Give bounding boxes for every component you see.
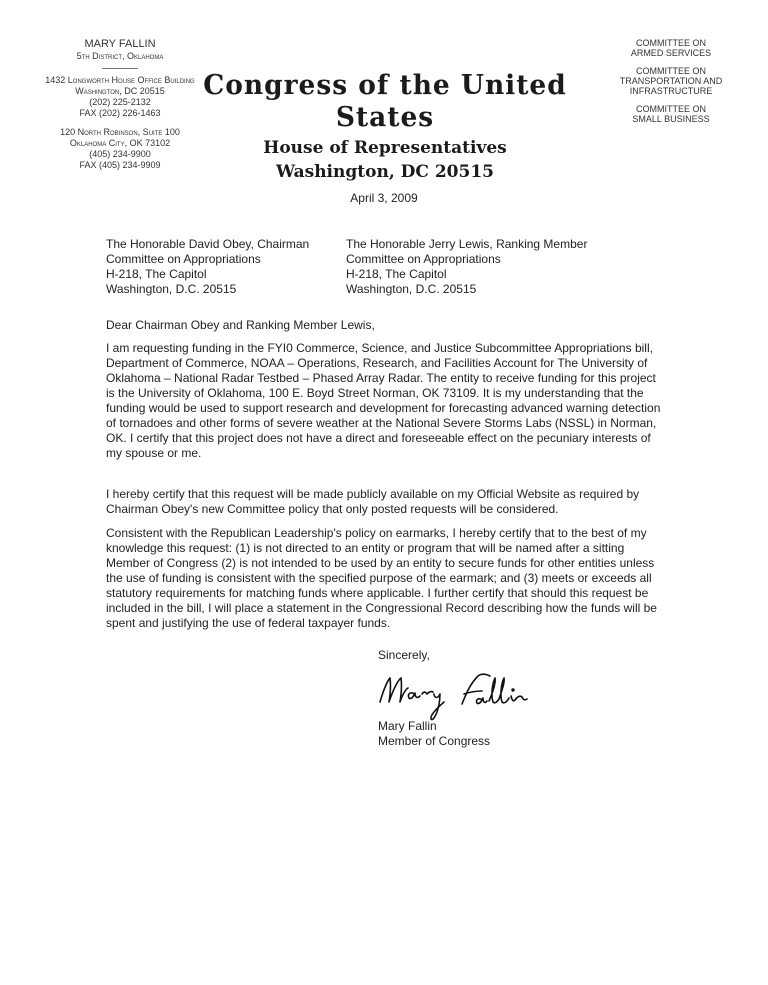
committee-line: COMMITTEE ON — [636, 104, 706, 114]
address-line: H-218, The Capitol — [346, 267, 447, 281]
address-line: Washington, DC 20515 — [75, 86, 165, 96]
address-line: Oklahoma City, OK 73102 — [69, 138, 171, 148]
paragraph-request: I am requesting funding in the FYI0 Commerce, Science, and Justice Subcommittee Appropriations bill, Department of Commerce, NOAA – Operations, Research, and Facilities Account for The University of Oklahoma – National Radar Testbed – Phased Array Radar. The entity to receive funding for this project is the University of Oklahoma, 100 E. Boyd Street Norman, OK 73109. It is my understanding that the funding would be used to support research and development for forecasting advanced warning detection of tornadoes and other forms of severe weather at the National Severe Storms Labs (NSSL) in Norman, OK. I certify that this project does not have a direct and foreseeable effect on the pecuniary interests of my spouse or me. — [106, 341, 661, 460]
committee-transportation — [606, 66, 736, 96]
address-line: The Honorable Jerry Lewis, Ranking Member — [346, 237, 588, 251]
fax-line: FAX (202) 226-1463 — [79, 108, 161, 118]
address-line: H-218, The Capitol — [106, 267, 207, 281]
committee-line: TRANSPORTATION AND — [619, 76, 723, 86]
member-name: MARY FALLIN — [84, 38, 156, 50]
paragraph-website-certification: I hereby certify that this request will be made publicly available on my Official Website as required by Chairman Obey's new Committee policy that only posted requests will be considered. — [106, 487, 640, 516]
letterhead-house: House of Representatives — [263, 138, 507, 158]
committee-line: COMMITTEE ON — [636, 66, 706, 76]
address-line: The Honorable David Obey, Chairman — [106, 237, 310, 251]
signer-title: Member of Congress — [378, 734, 491, 748]
recipient-address-lewis — [346, 237, 587, 297]
committee-line: ARMED SERVICES — [630, 48, 712, 58]
recipient-address-obey — [106, 237, 309, 297]
member-district: 5th District, Oklahoma — [76, 51, 164, 61]
signer-block — [378, 719, 490, 749]
address-line: Committee on Appropriations — [106, 252, 261, 266]
fax-line: FAX (405) 234-9909 — [79, 160, 161, 170]
letterhead-congress: Congress of the United States — [203, 70, 567, 133]
committee-small-business — [606, 104, 736, 124]
handwritten-signature — [374, 664, 554, 726]
committee-list — [606, 38, 736, 132]
letterhead — [190, 70, 580, 184]
letterhead-city: Washington, DC 20515 — [276, 162, 494, 182]
member-office-info — [30, 38, 210, 179]
committee-line: SMALL BUSINESS — [632, 114, 710, 124]
salutation: Dear Chairman Obey and Ranking Member Lewis, — [106, 318, 375, 332]
body-paragraph — [106, 487, 662, 517]
committee-line: COMMITTEE ON — [636, 38, 706, 48]
phone-line: (202) 225-2132 — [89, 97, 151, 107]
committee-line: INFRASTRUCTURE — [629, 86, 713, 96]
dc-office-address — [30, 75, 210, 119]
phone-line: (405) 234-9900 — [89, 149, 151, 159]
committee-armed-services — [606, 38, 736, 58]
body-paragraph — [106, 341, 662, 461]
paragraph-earmark-certification: Consistent with the Republican Leadership's policy on earmarks, I hereby certify that to the best of my knowledge this request: (1) is not directed to an entity or program that will be named after a sitting Member of Congress (2) is not intended to be used by an entity to secure funds for other entities unless the use of funding is consistent with the specified purpose of the earmark; and (3) meets or exceeds all statutory requirements for matching funds where applicable. I further certify that should this request be included in the bill, I will place a statement in the Congressional Record describing how the funds will be spent and justifying the use of federal taxpayer funds. — [106, 526, 657, 630]
address-line: Washington, D.C. 20515 — [106, 282, 237, 296]
header-divider — [102, 68, 138, 69]
oklahoma-office-address — [30, 127, 210, 171]
body-paragraph — [106, 526, 662, 631]
address-line: 1432 Longworth House Office Building — [45, 75, 195, 85]
address-line: Committee on Appropriations — [346, 252, 501, 266]
closing: Sincerely, — [378, 648, 430, 662]
signer-name: Mary Fallin — [378, 719, 437, 733]
letter-date: April 3, 2009 — [350, 191, 418, 205]
address-line: 120 North Robinson, Suite 100 — [60, 127, 180, 137]
address-line: Washington, D.C. 20515 — [346, 282, 477, 296]
